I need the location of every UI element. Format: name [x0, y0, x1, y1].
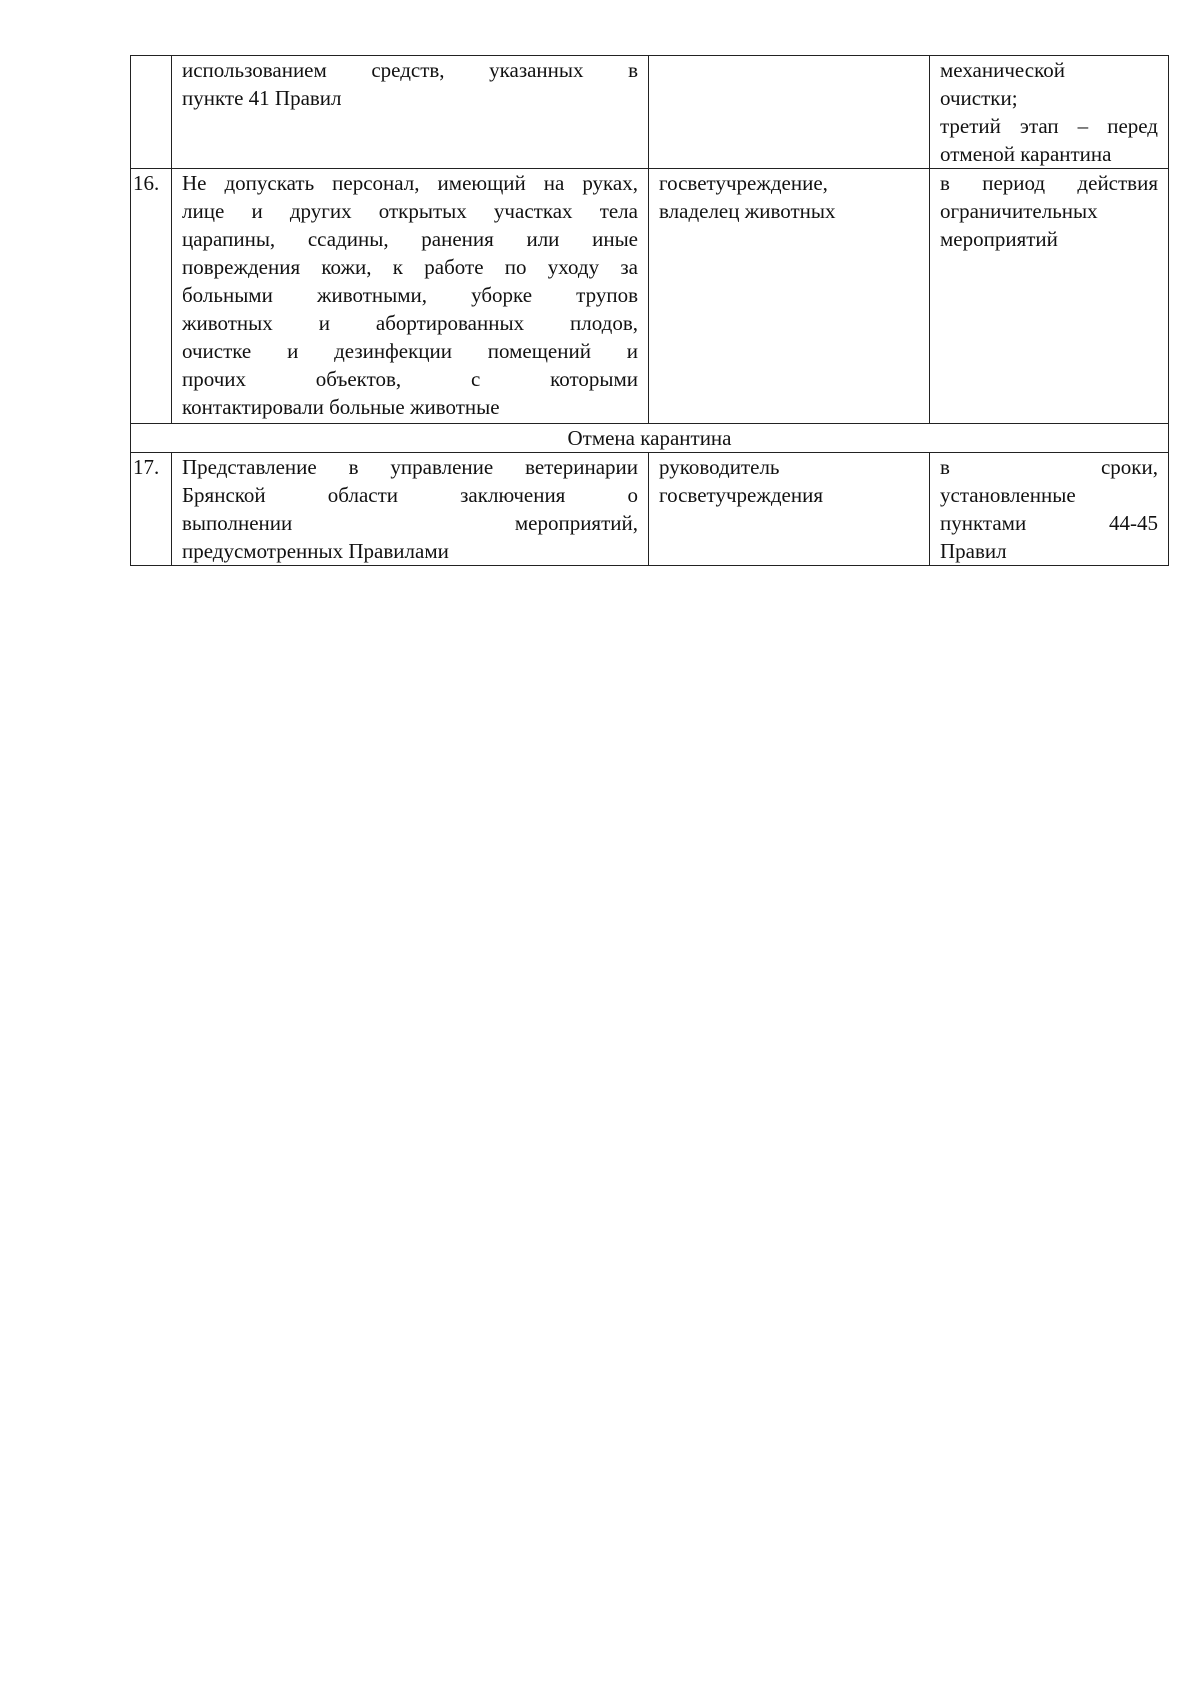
measure-line: прочих объектов, с которыми — [182, 367, 638, 391]
measure-line: царапины, ссадины, ранения или иные — [182, 227, 638, 251]
measure-line: выполнении мероприятий, — [182, 511, 638, 535]
deadline-line: в период действия — [940, 171, 1158, 195]
deadline-line: пунктами 44-45 — [940, 511, 1158, 535]
measure-line: животных и абортированных плодов, — [182, 311, 638, 335]
row-number-cell: 16. — [131, 169, 172, 424]
responsible-line: руководитель — [659, 455, 780, 479]
measure-line: больными животными, уборке трупов — [182, 283, 638, 307]
measure-line: предусмотренных Правилами — [182, 539, 449, 563]
responsible-line: госветучреждения — [659, 483, 823, 507]
measure-line: использованием средств, указанных в — [182, 58, 638, 82]
responsible-cell — [649, 169, 930, 424]
measure-cell — [172, 453, 649, 566]
table-row — [131, 169, 1169, 424]
deadline-cell — [930, 169, 1169, 424]
measure-line: пункте 41 Правил — [182, 86, 342, 110]
measure-line: Представление в управление ветеринарии — [182, 455, 638, 479]
measure-line: Брянской области заключения о — [182, 483, 638, 507]
deadline-cell — [930, 56, 1169, 169]
table-row — [131, 453, 1169, 566]
deadline-line: третий этап – перед — [940, 114, 1158, 138]
measure-line: повреждения кожи, к работе по уходу за — [182, 255, 638, 279]
responsible-cell — [649, 453, 930, 566]
measure-cell — [172, 56, 649, 169]
responsible-line: владелец животных — [659, 199, 836, 223]
deadline-line: механической — [940, 58, 1065, 82]
row-number-cell — [131, 56, 172, 169]
measure-line: Не допускать персонал, имеющий на руках, — [182, 171, 638, 195]
measure-line: контактировали больные животные — [182, 395, 500, 419]
deadline-line: очистки; — [940, 86, 1018, 110]
deadline-line: отменой карантина — [940, 142, 1112, 166]
responsible-line: госветучреждение, — [659, 171, 828, 195]
deadline-line: в сроки, — [940, 455, 1158, 479]
row-number-cell: 17. — [131, 453, 172, 566]
measure-line: лице и других открытых участках тела — [182, 199, 638, 223]
measure-cell — [172, 169, 649, 424]
deadline-line: установленные — [940, 483, 1076, 507]
deadline-line: Правил — [940, 539, 1007, 563]
deadline-line: ограничительных — [940, 199, 1098, 223]
section-row — [131, 424, 1169, 453]
section-title: Отмена карантина — [131, 424, 1169, 453]
measure-line: очистке и дезинфекции помещений и — [182, 339, 638, 363]
deadline-line: мероприятий — [940, 227, 1058, 251]
responsible-cell — [649, 56, 930, 169]
table-row — [131, 56, 1169, 169]
measures-table — [130, 55, 1169, 566]
deadline-cell — [930, 453, 1169, 566]
